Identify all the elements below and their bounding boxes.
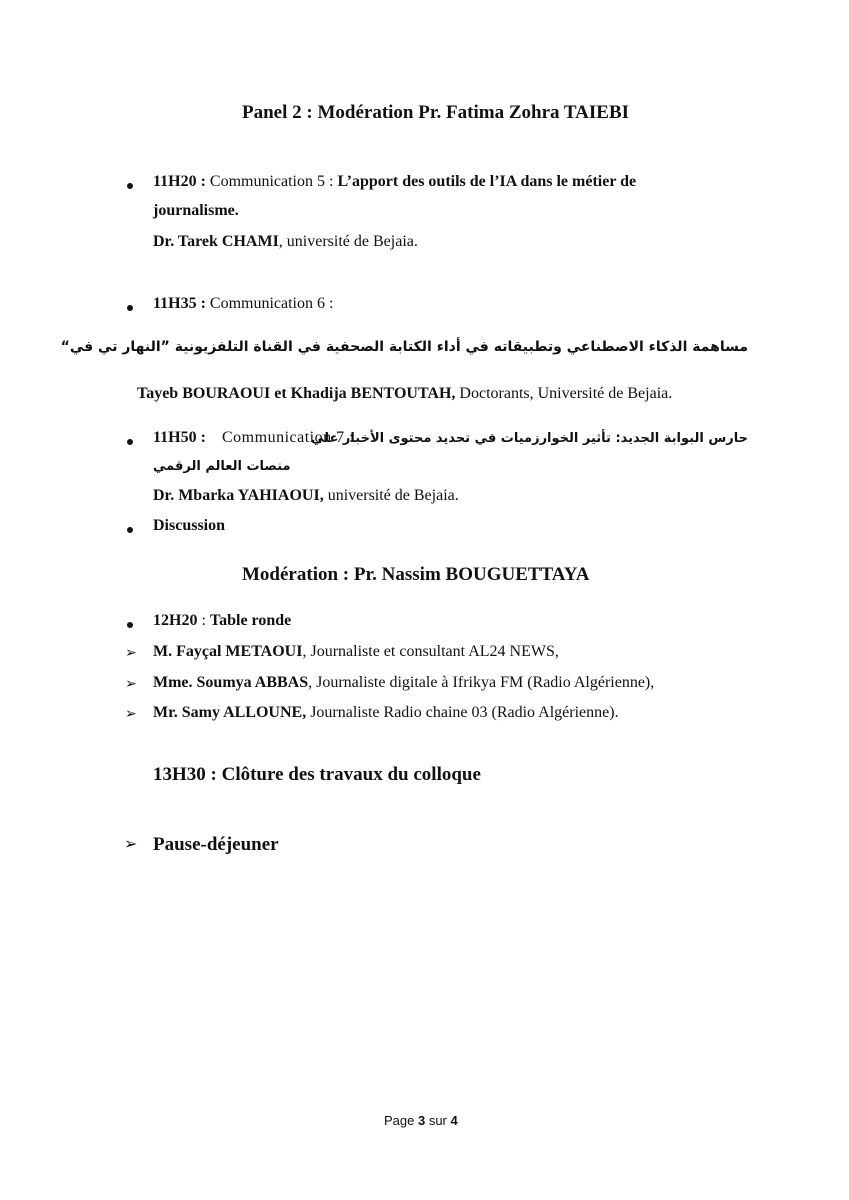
speaker-name: Tayeb BOURAOUI et Khadija BENTOUTAH, [137, 385, 456, 402]
speaker-line [137, 385, 672, 403]
current-page: 3 [417, 1113, 426, 1128]
closing-title: 13H30 : Clôture des travaux du colloque [153, 764, 481, 785]
page-number [384, 1113, 458, 1128]
speaker-line [153, 487, 459, 505]
bullet [127, 622, 133, 628]
comm-label: Communication 6 : [205, 295, 334, 312]
participant-desc: , Journaliste digitale à Ifrikya FM (Radio Algérienne), [308, 674, 655, 691]
comm-title-cont: journalisme. [153, 202, 239, 219]
participant-3 [153, 704, 619, 722]
discussion: Discussion [153, 517, 226, 534]
total-pages: 4 [450, 1113, 458, 1128]
separator: : [197, 612, 210, 629]
affiliation: université de Bejaia. [323, 487, 459, 504]
page-word: Page [384, 1113, 418, 1128]
bullet [127, 183, 133, 189]
table-ronde-line [153, 612, 291, 630]
time: 11H50 : [153, 429, 206, 446]
speaker-name: Dr. Tarek CHAMI [153, 233, 279, 250]
participant-name: Mr. Samy ALLOUNE, [153, 704, 307, 721]
comm-label: Communication 7 : [222, 429, 355, 446]
panel-title: Panel 2 : Modération Pr. Fatima Zohra TAIEBI [242, 102, 630, 123]
comm-6-line [153, 295, 333, 313]
speaker-name: Dr. Mbarka YAHIAOUI, [153, 487, 324, 504]
time: 11H20 : [153, 173, 206, 190]
lunch: Pause-déjeuner [153, 834, 279, 855]
time: 11H35 : [153, 295, 206, 312]
arabic-title-line1: حارس البوابة الجديد: تأثير الخوارزميات في تحديد محتوى الأخبار علي [311, 431, 748, 446]
arrow-bullet-icon: ➢ [124, 834, 138, 853]
bullet [127, 527, 133, 533]
time: 12H20 [153, 612, 198, 629]
comm-5-line1 [153, 173, 636, 191]
participant-name: M. Fayçal METAOUI [153, 643, 303, 660]
sur-word: sur [425, 1113, 451, 1128]
affiliation: , université de Bejaia. [278, 233, 418, 250]
comm-label: Communication 5 : [205, 173, 338, 190]
arrow-bullet-icon: ➢ [125, 645, 137, 661]
comm-title: L’apport des outils de l’IA dans le métier de [337, 173, 637, 190]
arabic-title-line2: منصات العالم الرقمي [153, 459, 291, 474]
participant-desc: , Journaliste et consultant AL24 NEWS, [302, 643, 559, 660]
bullet [127, 439, 133, 445]
affiliation: Doctorants, Université de Bejaia. [455, 385, 673, 402]
arrow-bullet-icon: ➢ [125, 676, 137, 692]
arrow-bullet-icon: ➢ [125, 706, 137, 722]
participant-desc: Journaliste Radio chaine 03 (Radio Algérienne). [306, 704, 619, 721]
participant-name: Mme. Soumya ABBAS [153, 674, 309, 691]
participant-2 [153, 674, 654, 692]
arabic-title: مساهمة الذكاء الاصطناعي وتطبيقاته في أداء الكتابة الصحفية في القناة التلفزيونية ”النهار تي في“ [60, 339, 748, 355]
moderation-title: Modération : Pr. Nassim BOUGUETTAYA [242, 564, 590, 585]
table-ronde-label: Table ronde [209, 612, 292, 629]
speaker-line [153, 233, 418, 251]
participant-1 [153, 643, 559, 661]
bullet [127, 305, 133, 311]
